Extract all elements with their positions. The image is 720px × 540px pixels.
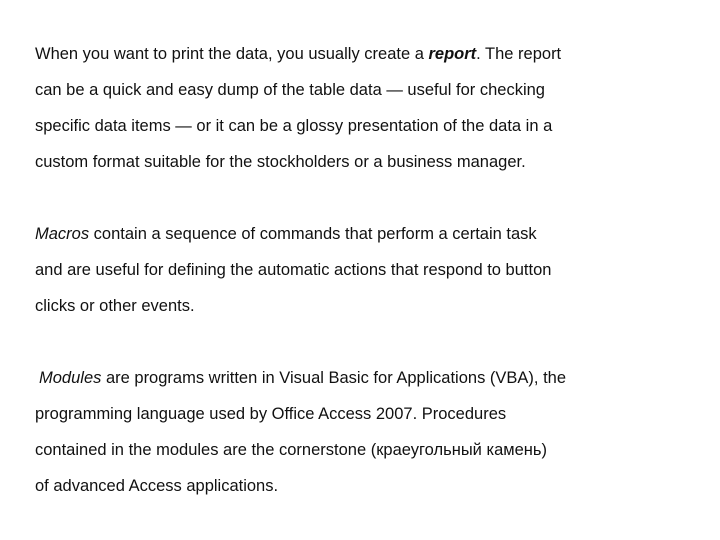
text-segment: . The report [476, 45, 562, 63]
text-segment: contain a sequence of commands that perform a certain task [89, 225, 537, 243]
text-line: can be a quick and easy dump of the table data — useful for checking [35, 81, 545, 99]
text-line [35, 360, 685, 396]
text-line: contained in the modules are the cornerstone (краеугольный камень) [35, 441, 547, 459]
text-line: of advanced Access applications. [35, 477, 279, 495]
term-report: report [428, 45, 477, 63]
text-line: clicks or other events. [35, 297, 195, 315]
text-segment: are programs written in Visual Basic for Applications (VBA), the [101, 369, 567, 387]
text-line: specific data items — or it can be a glossy presentation of the data in a [35, 117, 553, 135]
term-modules: Modules [39, 369, 102, 387]
paragraph-modules [35, 360, 685, 504]
term-macros: Macros [35, 225, 90, 243]
text-segment: When you want to print the data, you usually create a [35, 45, 429, 63]
text-line: and are useful for defining the automatic actions that respond to button [35, 261, 552, 279]
text-line: custom format suitable for the stockholders or a business manager. [35, 153, 526, 171]
paragraph-report [35, 36, 685, 180]
paragraph-macros [35, 216, 685, 324]
text-line [35, 36, 685, 72]
text-line: programming language used by Office Access 2007. Procedures [35, 405, 507, 423]
text-line [35, 216, 685, 252]
